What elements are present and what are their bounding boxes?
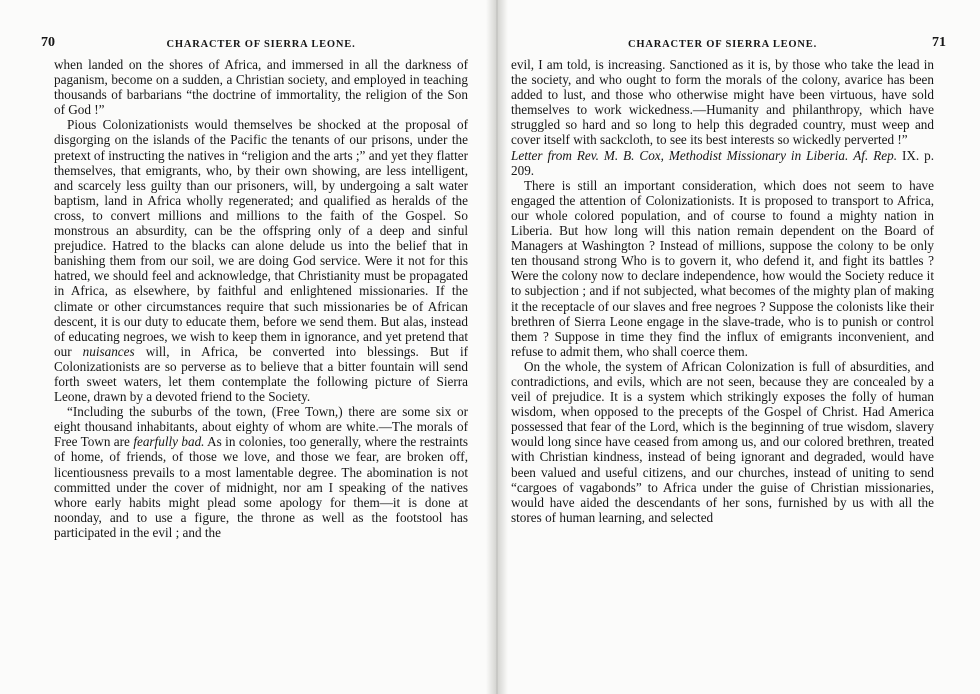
left-paragraph-1: when landed on the shores of Africa, and immersed in all the darkness of paganism, become on a sudden, a Christian society, and employed in teaching thousands of barbarians “the doctrine of immortality, the religion of the Son of God !” (54, 57, 468, 118)
right-citation (511, 148, 934, 178)
left-paragraph-2-tail: will, in Africa, be converted into blessings. But if Colonizationists are so perverse as to believe that a bitter fountain will send forth sweet waters, let them contemplate the following picture of Sierra Leone, drawn by a devoted friend to the Society. (54, 343, 469, 405)
left-page-number: 70 (41, 35, 55, 50)
left-paragraph-2-body: Pious Colonizationists would themselves be shocked at the proposal of disgorging on the islands of the Pacific the tenants of our prisons, under the pretext of instructing the natives in “religion and the arts ;” and yet they flatter themselves, that emigrants, who, by their own showing, are less intelligent, and scarcely less guilty than our prisoners, will, by undergoing a salt water baptism, land in Africa wholly regenerated; and qualified as heralds of the cross, to convert millions and millions to the faith of the Gospel. So monstrous an absurdity, can be the offspring only of a deep and sinful prejudice. Hatred to the blacks can alone delude us into the belief that in banishing them from our soil, we are doing God service. Were it not for this hatred, we should feel and acknowledge, that Christianity must be propagated in Africa, as elsewhere, by faithful and enlightened missionaries. If the climate or other circumstances require that such missionaries be of African descent, it is our duty to educate them, before we send them. But alas, instead of educating negroes, we wish to keep them in ignorance, and yet pretend that our (54, 117, 468, 359)
right-paragraph-2: There is still an important consideration, which does not seem to have engaged the attention of Colonizationists. It is proposed to transport to Africa, our whole colored population, and of course to found a mighty nation in Liberia. But how long will this nation remain dependent on the Board of Managers at Washington ? Instead of millions, suppose the colony to be only ten thousand strong Who is to govern it, who defend it, and fight its battles ? Were the colony now to declare independence, how would the Society reduce it to subjection ; and if not subjected, what becomes of the mighty plan of making it the receptacle of our slaves and free negroes ? Suppose the colonists like their brethren of Sierra Leone engage in the slave-trade, who is to punish or control them ? Suppose in time they find the influx of emigrants inconvenient, and refuse to admit them, who shall coerce them. (511, 177, 934, 359)
right-page (511, 35, 946, 525)
left-running-title: CHARACTER OF SIERRA LEONE. (166, 39, 356, 50)
left-italic-nuisances: nuisances (82, 343, 135, 359)
right-citation-source: Letter from Rev. M. B. Cox, Methodist Missionary in Liberia. (511, 147, 849, 163)
right-running-title: CHARACTER OF SIERRA LEONE. (627, 39, 818, 50)
left-running-head (41, 35, 468, 56)
right-page-number: 71 (932, 35, 946, 50)
right-page-text (511, 57, 934, 525)
left-quote-tail: As in colonies, too generally, where the restraints of home, of friends, of those we love, and those we fear, are broken off, licentiousness prevails to a most lamentable degree. The abomination is not committed under the cover of midnight, nor am I speaking of the natives whore early habits might plead some apology for them—it is done at noonday, and to use a figure, the throne as well as the footstool has participated in the evil ; and the (54, 434, 469, 540)
left-page (41, 35, 469, 540)
left-quote-body: “Including the suburbs of the town, (Free Town,) there are some six or eight thousand inhabitants, about eighty of whom are white.—The morals of Free Town are (54, 404, 468, 450)
book-gutter (486, 0, 508, 694)
left-italic-fearfully-bad: fearfully bad. (133, 434, 205, 450)
right-paragraph-3: On the whole, the system of African Colonization is full of absurdities, and contradictions, and evils, which are not seen, because they are concealed by a veil of prejudice. It is a system which strikingly exposes the folly of human wisdom, when opposed to the precepts of the Gospel of Christ. Had America possessed that fear of the Lord, which is the beginning of true wisdom, slavery would long since have ceased from among us, and our colored brethren, treated with Christian kindness, instead of being ignorant and degraded, would have been valued and useful citizens, and our churches, instead of uniting to send “cargoes of vagabonds” to Africa under the guise of Christian missionaries, would have aided the descendants of her sons, furnished by us with all the stores of human learning, and selected (511, 358, 934, 525)
left-paragraph-2 (54, 117, 468, 404)
right-citation-tail: IX. p. 209. (511, 147, 935, 178)
right-running-head (511, 35, 946, 56)
left-quote-paragraph (54, 404, 468, 540)
right-paragraph-1: evil, I am told, is increasing. Sanctioned as it is, by those who take the lead in the society, and who ought to form the morals of the colony, avarice has been added to lust, and those who otherwise might have been virtuous, have sold themselves to work wickedness.—Humanity and philanthropy, which have struggled so hard and so long to help this degraded country, must weep and cover itself with sackcloth, to see its best interests so wickedly perverted !” (511, 57, 934, 148)
left-page-text (54, 57, 468, 540)
right-citation-ref: Af. Rep. (853, 147, 897, 163)
